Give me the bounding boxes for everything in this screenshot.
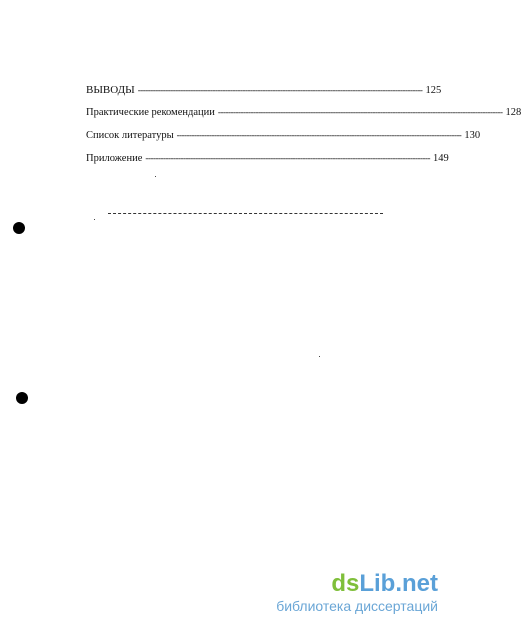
toc-entry-appendix	[86, 153, 449, 176]
punch-hole-bottom	[16, 392, 28, 404]
toc-entry-title: Приложение	[86, 153, 143, 164]
dashed-separator	[108, 213, 383, 214]
punch-hole-top	[13, 222, 25, 234]
toc-entry-page: 149	[433, 153, 449, 164]
toc-entry-page: 125	[425, 85, 442, 96]
toc-dot-leader: ------------------------------------------------------------------------------------------------------------------	[137, 85, 423, 95]
watermark-logo-ds: ds	[331, 570, 360, 597]
toc-entry-page: 128	[505, 107, 521, 118]
watermark-logo	[276, 571, 438, 597]
toc-entry-title: ВЫВОДЫ	[86, 84, 135, 96]
scan-speck	[319, 356, 320, 357]
watermark-subtitle: библиотека диссертаций	[276, 598, 438, 614]
toc-dot-leader: ------------------------------------------------------------------------------------------------------------------	[176, 130, 462, 140]
scan-speck	[155, 176, 156, 177]
toc-entry-title: Практические рекомендации	[86, 107, 215, 118]
dslib-watermark	[276, 571, 438, 615]
toc-dot-leader: ------------------------------------------------------------------------------------------------------------------	[217, 107, 503, 117]
toc-entry-title: Список литературы	[86, 130, 174, 141]
toc-entry-references	[86, 130, 481, 153]
toc-entry-conclusions	[86, 84, 442, 107]
watermark-logo-lib: Lib.net	[359, 570, 438, 597]
toc-dot-leader: ------------------------------------------------------------------------------------------------------------------	[145, 153, 431, 163]
scan-speck	[94, 219, 95, 220]
toc-entry-recommendations	[86, 107, 521, 130]
table-of-contents	[86, 84, 521, 176]
toc-entry-page: 130	[464, 130, 481, 141]
